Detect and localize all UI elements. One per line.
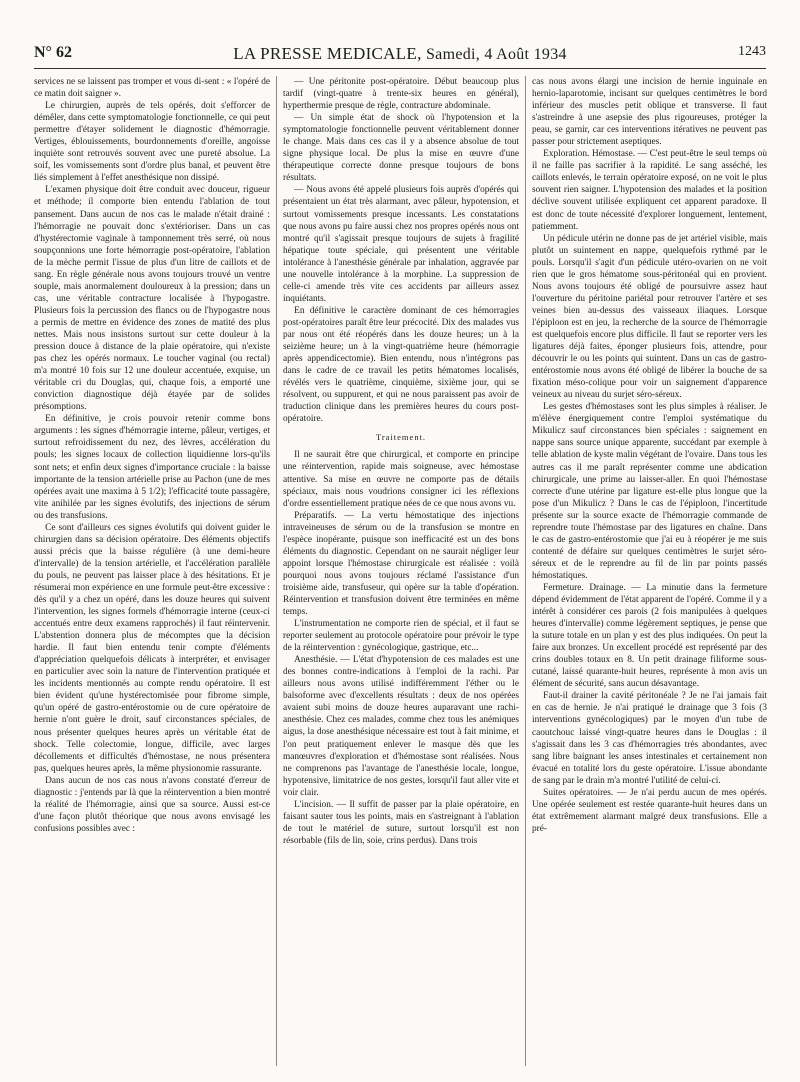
paragraph: Exploration. Hémostase. — C'est peut-être le seul temps où il ne faille pas sacrifier à la rapidité. Le sang asséché, les caillots enlevés, le terrain opératoire exposé, on ne voit le plus souvent rien saigner. L'hypotension des malades et la position déclive souvent utilisée expliquent cet apparent paradoxe. Il est donc de toute nécessité d'explorer longuement, lentement, patiemment. — [532, 149, 767, 232]
paragraph: L'examen physique doit être conduit avec douceur, rigueur et méthode; il comporte bien entendu l'ablation de tout pansement. Dans aucun de nos cas le malade n'était drainé : l'hémorragie ne pouvait donc s'extérioriser. Dans un cas d'hystérectomie vaginale à tamponnement très serré, où nous soupçonnions une forte hémorragie post-opératoire, l'ablation de la mèche permit l'issue de plus d'un litre de caillots et de sang. En règle générale nous avons toujours trouvé un ventre souple, mais anormalement douloureux à la pression; dans un cas, une véritable contracture localisée à l'hypogastre. Plusieurs fois la percussion des flancs ou de l'hypogastre nous a permis de mettre en évidence des zones de matité des plus nettes. Mais nous insistons surtout sur cette douleur à la pression douce à distance de la plaie opératoire, qui n'existe pas chez les opérés normaux. Le toucher vaginal (ou rectal) m'a montré 10 fois sur 12 une douleur accentuée, exquise, un véritable cri du Douglas, qui, chaque fois, a emporté une conviction diagnostique déjà étayée par de solides présomptions. — [34, 185, 270, 413]
masthead — [34, 44, 766, 64]
issue-number: N° 62 — [34, 44, 72, 61]
paragraph: Ce sont d'ailleurs ces signes évolutifs qui doivent guider le chirurgien dans sa décision opératoire. Des éléments objectifs aussi précis que la baisse régulière (à une demi-heure d'intervalle) de la tension artérielle, et l'accélération parallèle du pouls, ne peuvent pas laisser place à des hésitations. Et je résumerai mon expérience en une formule peut-être excessive : dès qu'il y a chez un opéré, dans les douze heures qui suivent l'intervention, les signes formels d'hémorragie interne (ceux-ci accentués entre deux examens rapprochés) il faut réintervenir. L'abstention donnera plus de mécomptes que la décision hardie. Il faut bien entendu tenir compte d'éléments d'appréciation quelquefois délicats à interpréter, et envisager en particulier avec soin la nature de l'intervention pratiquée et les incidents mentionnés au compte rendu opératoire. Il est bien évident qu'une hystérectomisée pour fibrome simple, qu'un opéré de gastro-entérostomie ou de cure opératoire de hernie n'ont guère le droit, sauf circonstances spéciales, de nous présenter quelques heures après un véritable état de shock. Telle colectomie, longue, difficile, avec larges décollements et difficultés d'hémostase, ne nous présentera pas, quelques heures après, la même physionomie rassurante. — [34, 522, 270, 774]
header-rule — [34, 68, 766, 69]
page-header — [34, 44, 766, 66]
paragraph: L'incision. — Il suffit de passer par la plaie opératoire, en faisant sauter tous les points, mais en s'astreignant à l'ablation de tout le matériel de suture, surtout lorsqu'il est non résorbable (fils de lin, soie, crins perdus). Dans trois — [283, 799, 519, 846]
column-divider — [525, 76, 526, 1066]
column-divider — [276, 76, 277, 1066]
paragraph: cas nous avons élargi une incision de hernie inguinale en hernio-laparotomie, incisant sur quelques centimètres le bord inférieur des muscles petit oblique et transverse. Il faut s'astreindre à une asepsie des plus rigoureuses, protéger la peau, se garnir, car ces interventions itératives ne peuvent pas passer pour strictement aseptiques. — [532, 77, 767, 148]
paragraph: — Une péritonite post-opératoire. Début beaucoup plus tardif (vingt-quatre à trente-six heures en général), hyperthermie presque de règle, contracture abdominale. — [283, 77, 519, 112]
column-1 — [34, 76, 270, 835]
column-2 — [283, 76, 519, 847]
paragraph: Un pédicule utérin ne donne pas de jet artériel visible, mais plutôt un suintement en nappe, quelquefois rythmé par le pouls. Lorsqu'il s'agit d'un pédicule utéro-ovarien on ne voit rien que le gros hématome sous-péritonéal qui en provient. Nous avons toujours été obligé de poursuivre assez haut l'ouverture du péritoine pariétal pour retrouver l'artère et ses veines bien au-dessus des vaisseaux iliaques. Lorsque l'épiploon est en jeu, la recherche de la source de l'hémorragie est quelquefois encore plus difficile. Il faut se reporter vers les ligatures déjà faites, éponger plusieurs fois, attendre, pour découvrir le ou les points qui suintent. Dans un cas de gastro-entérostomie nous avons été obligé de libérer la bouche de sa fixation méso-colique pour voir un saignement d'apparence veineux au niveau du surjet séro-séreux. — [532, 233, 767, 401]
section-heading: Traitement. — [375, 432, 427, 443]
paragraph: Dans aucun de nos cas nous n'avons constaté d'erreur de diagnostic : j'entends par là que la réintervention a bien montré la réalité de l'hémorragie, ainsi que sa source. Aussi est-ce d'une façon plutôt théorique que nous avons envisagé les confusions possibles avec : — [34, 775, 270, 834]
paragraph: Fermeture. Drainage. — La minutie dans la fermeture dépend évidemment de l'état apparent de l'opéré. Comme il y a intérêt à considérer ces parois (2 fois manipulées à quelques heures d'intervalle) comme légèrement septiques, je pense que la suture totale en un plan y est des plus indiquées. On peut la faire aux bronzes. Un excellent procédé est représenté par des crins doubles totaux en 8. Un petit drainage filiforme sous-cutané, laissé quarante-huit heures, représente à mon avis un élément de sécurité, sans aucun désavantage. — [532, 582, 767, 690]
paragraph: Le chirurgien, auprès de tels opérés, doit s'efforcer de démêler, dans cette symptomatologie fonctionnelle, ce qui peut permettre d'étayer solidement le diagnostic d'hémorragie. Vertiges, éblouissements, bourdonnements d'oreille, angoisse inquiète sont retrouvés souvent avec une pureté absolue. La soif, les vomissements sont d'ordre plus banal, et peuvent être liés simplement à l'effet anesthésique non dissipé. — [34, 101, 270, 184]
paragraph: — Un simple état de shock où l'hypotension et la symptomatologie fonctionnelle peuvent véritablement donner le change. Mais dans ces cas il y a absence absolue de tout signe physique local. De plus la mise en œuvre d'une thérapeutique correcte donne presque toujours de bons résultats. — [283, 113, 519, 184]
paragraph: Il ne saurait être que chirurgical, et comporte en principe une réintervention, rapide mais soigneuse, avec hémostase attentive. Sa mise en œuvre ne comporte pas de détails spéciaux, mais nous voudrions consigner ici les réflexions d'ordre essentiellement pratique nées de ce que nous avons vu. — [283, 450, 519, 509]
paragraph: services ne se laissent pas tromper et vous di-sent : « l'opéré de ce matin doit saigner ». — [34, 77, 270, 100]
paragraph: En définitive le caractère dominant de ces hémorragies post-opératoires paraît être leur précocité. Dix des malades vus par nous ont été réopérés dans les douze heures; un à la seizième heure; un à la vingt-quatrième heure (hémorragie après appendicectomie). Bien entendu, nous n'intégrons pas dans le cadre de ce travail les petits hématomes localisés, révélés vers le quatrième, cinquième, sixième jour, qui se résolvent, ou suppurent, et qui ne nous paraissent pas avoir de traduction clinique dans les premières heures du cours post-opératoire. — [283, 305, 519, 425]
paragraph: Anesthésie. — L'état d'hypotension de ces malades est une des bonnes contre-indications à l'emploi de la rachi. Par ailleurs nous avons utilisé indifféremment l'éther ou le balsoforme avec d'excellents résultats : deux de nos opérées avaient subi moins de douze heures auparavant une rachi-anesthésie. Chez ces malades, comme chez tous les anémiques aigus, la dose anesthésique nécessaire est tout à fait minime, et l'on peut pratiquement enlever le masque dès que les manœuvres d'exploration et d'hémostase sont réalisées. Nous ne comprenons pas l'avantage de l'anesthésie locale, longue, hypotensive, limitatrice de nos gestes, lorsqu'il faut aller vite et voir clair. — [283, 655, 519, 798]
paragraph: — Nous avons été appelé plusieurs fois auprès d'opérés qui présentaient un état très alarmant, avec pâleur, hypotension, et surtout vomissements presque incessants. Les constatations que nous avons pu faire aussi chez nos propres opérés nous ont montré qu'il s'agissait presque toujours de sujets à fragilité hépatique toute spéciale, qui présentent une véritable intolérance à l'anesthésie générale par inhalation, aggravée par une nouvelle intolérance à la morphine. La suppression de celle-ci amende très vite ces accidents par ailleurs assez inquiétants. — [283, 185, 519, 304]
journal-title: LA PRESSE MEDICALE, — [233, 44, 422, 63]
paragraph: L'instrumentation ne comporte rien de spécial, et il faut se reporter seulement au protocole opératoire pour prévoir le type de la réintervention : gynécologique, gastrique, etc... — [283, 619, 519, 654]
column-3 — [532, 76, 767, 835]
issue-date: Samedi, 4 Août 1934 — [425, 46, 567, 63]
paragraph: Faut-il drainer la cavité péritonéale ? Je ne l'ai jamais fait en cas de hernie. Je n'ai pratiqué le drainage que 3 fois (3 interventions gynécologiques) par le moyen d'un tube de caoutchouc laissé vingt-quatre heures dans le Douglas : il s'agissait dans les 3 cas d'hémorragies très abondantes, avec sang libre baignant les anses intestinales et certainement non évacué en totalité lors du geste opératoire. L'issue abondante de sang par le drain m'a montré l'utilité de celui-ci. — [532, 691, 767, 786]
page-number: 1243 — [738, 44, 766, 59]
paragraph: Les gestes d'hémostases sont les plus simples à réaliser. Je m'élève énergiquement contre l'emploi systématique du Mikulicz sauf circonstances bien spéciales : saignement en nappe sans source unique apparente, succédant par exemple à telle ablation de kyste malin végétant de l'ovaire. Dans tous les autres cas il me paraît représenter comme une abdication chirurgicale, une prime au laisser-aller. En quoi l'hémostase correcte d'une utérine par ligature est-elle plus longue que la pose d'un Mikulicz ? Dans le cas de l'épiploon, l'incertitude présente sur la source exacte de l'hémorragie commande de reprendre toute l'hémostase par des ligatures en chaîne. Dans le cas de gastro-entérostomie que j'ai eu à réopérer je me suis contenté de défaire sur quelques centimètres le surjet séro-séreux et de le reprendre au fil de lin par points passés hémostatiques. — [532, 402, 767, 581]
paragraph: Préparatifs. — La vertu hémostatique des injections intraveineuses de sérum ou de la transfusion se montre en l'espèce inopérante, puisque son inefficacité est un des bons éléments du diagnostic. Cependant on ne saurait négliger leur appoint lorsque l'hémostase chirurgicale est réalisée : voilà pourquoi nous avons toujours réclamé l'assistance d'un troisième aide, transfuseur, qui opère sur la table d'opération. Réintervention et transfusion doivent être terminées en même temps. — [283, 510, 519, 618]
paragraph: En définitive, je crois pouvoir retenir comme bons arguments : les signes d'hémorragie interne, pâleur, vertiges, et surtout refroidissement du nez, des lèvres, accélération du pouls; les signes locaux de collection liquidienne lors-qu'ils sont nets; et enfin deux signes d'importance cruciale : la baisse importante de la tension artérielle prise au Pachon (une de mes opérées avait une maxima à 5 1/2); l'efficacité toute passagère, vite anihilée par les signes évolutifs, des injections de sérum ou des transfusions. — [34, 414, 270, 521]
paragraph: Suites opératoires. — Je n'ai perdu aucun de mes opérés. Une opérée seulement est restée quarante-huit heures dans un état extrêmement alarmant malgré deux transfusions. Elle a pré- — [532, 787, 767, 834]
